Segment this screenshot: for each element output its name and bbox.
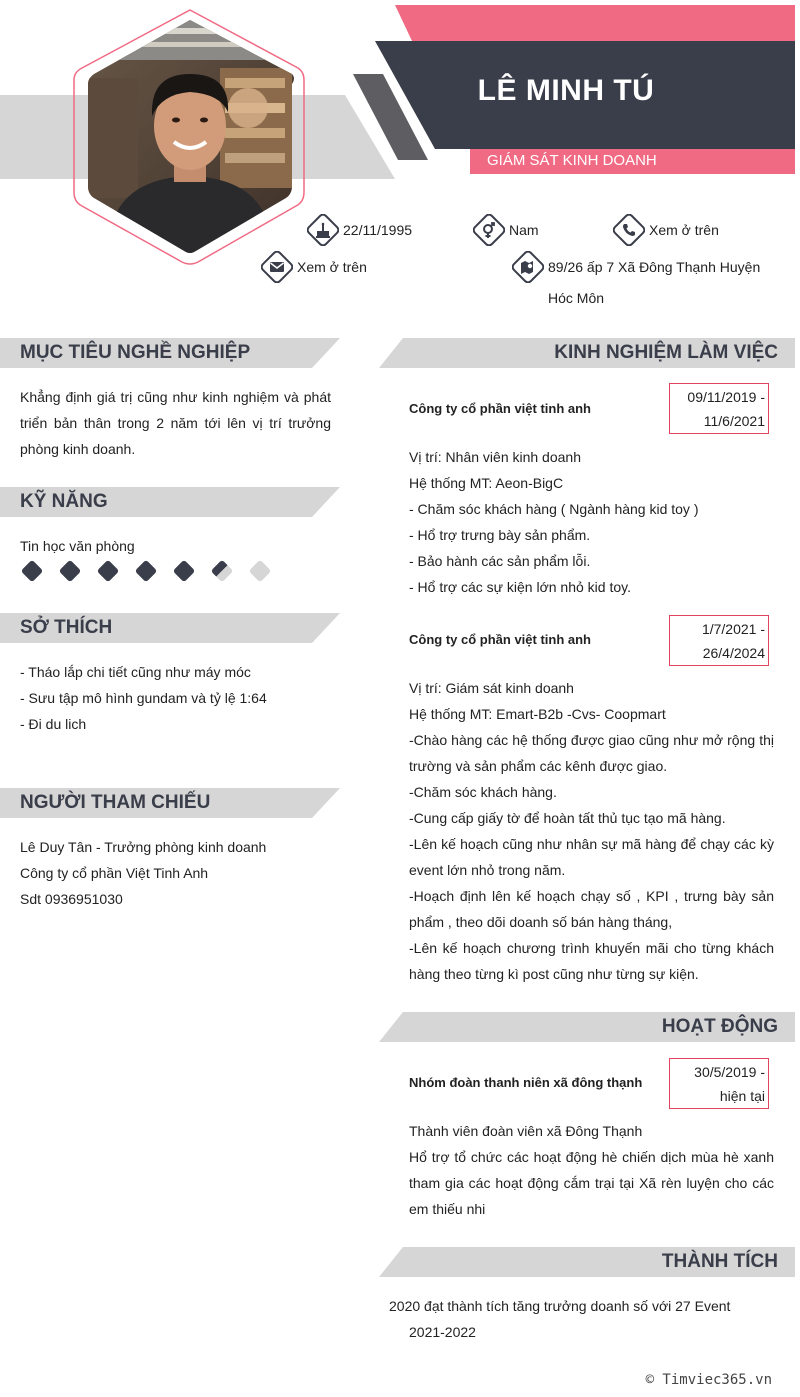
watermark: © Timviec365.vn bbox=[645, 1372, 772, 1388]
map-location-icon bbox=[512, 251, 544, 283]
contact-email bbox=[261, 251, 367, 283]
skills-title: KỸ NĂNG bbox=[20, 491, 108, 512]
activity-line: Thành viên đoàn viên xã Đông Thạnh bbox=[409, 1123, 643, 1139]
reference-line: Lê Duy Tân - Trưởng phòng kinh doanh bbox=[20, 839, 267, 855]
skill-dot bbox=[173, 560, 196, 583]
address-line2: Hóc Môn bbox=[548, 290, 605, 306]
job-description bbox=[409, 675, 774, 987]
job-line: Vị trí: Giám sát kinh doanh bbox=[409, 680, 574, 696]
job-line: -Lên kế hoạch cũng như nhân sự mã hàng để chạy các kỳ event lớn nhỏ trong năm. bbox=[409, 836, 774, 878]
job-company: Công ty cổ phần việt tinh anh bbox=[409, 632, 591, 647]
activity-org: Nhóm đoàn thanh niên xã đông thạnh bbox=[409, 1075, 643, 1090]
job-date-end: 11/6/2021 bbox=[703, 413, 765, 429]
skill-name: Tin học văn phòng bbox=[20, 538, 135, 554]
references-title: NGƯỜI THAM CHIẾU bbox=[20, 792, 211, 813]
job-line: Vị trí: Nhân viên kinh doanh bbox=[409, 449, 581, 465]
activity-date-range bbox=[669, 1058, 769, 1109]
gender-value: Nam bbox=[509, 222, 539, 238]
job-date-start: 1/7/2021 - bbox=[701, 621, 765, 637]
birthday-value: 22/11/1995 bbox=[343, 222, 413, 238]
job-date-range bbox=[669, 615, 769, 666]
header-pink-stripe bbox=[395, 5, 795, 41]
activity-line: Hổ trợ tổ chức các hoạt động hè chiến dịch mùa hè xanh tham gia các hoạt động cắm trại tại Xã rèn luyện cho các em thiếu nhi bbox=[409, 1149, 774, 1217]
job-line: - Bảo hành các sản phẩm lỗi. bbox=[409, 553, 591, 569]
hobby-item: - Sưu tập mô hình gundam và tỷ lệ 1:64 bbox=[20, 690, 267, 706]
job-line: - Hổ trợ trưng bày sản phẩm. bbox=[409, 527, 591, 543]
activity-description bbox=[409, 1118, 774, 1222]
skill-rating bbox=[20, 563, 286, 579]
skill-dot bbox=[21, 560, 44, 583]
activities-title: HOẠT ĐỘNG bbox=[661, 1016, 778, 1037]
hobbies-title: SỞ THÍCH bbox=[20, 617, 113, 638]
achievements-title: THÀNH TÍCH bbox=[661, 1251, 778, 1272]
job-line: - Chăm sóc khách hàng ( Ngành hàng kid toy ) bbox=[409, 501, 699, 517]
profile-photo bbox=[70, 8, 310, 266]
phone-icon bbox=[613, 214, 645, 246]
contact-address bbox=[512, 251, 760, 283]
contact-phone bbox=[613, 214, 719, 246]
career-goal-title: MỤC TIÊU NGHỀ NGHIỆP bbox=[20, 342, 251, 363]
contact-gender bbox=[473, 214, 539, 246]
birthday-cake-icon bbox=[307, 214, 339, 246]
achievement-text: 2020 đạt thành tích tăng trưởng doanh số với 27 Event 2021-2022 bbox=[389, 1298, 731, 1340]
email-icon bbox=[261, 251, 293, 283]
reference-line: Sdt 0936951030 bbox=[20, 891, 123, 907]
job-company: Công ty cổ phần việt tinh anh bbox=[409, 401, 591, 416]
hobby-item: - Tháo lắp chi tiết cũng như máy móc bbox=[20, 664, 251, 680]
skill-dot bbox=[249, 560, 272, 583]
activity-date-start: 30/5/2019 - bbox=[694, 1064, 765, 1080]
email-value: Xem ở trên bbox=[297, 259, 367, 275]
skill-dot bbox=[135, 560, 158, 583]
job-line: Hệ thống MT: Aeon-BigC bbox=[409, 475, 564, 491]
skill-dot bbox=[97, 560, 120, 583]
phone-value: Xem ở trên bbox=[649, 222, 719, 238]
job-line: -Lên kế hoạch chương trình khuyến mãi cho từng khách hàng theo từng kì post cũng như từng sự kiện. bbox=[409, 940, 774, 982]
skill-dot bbox=[59, 560, 82, 583]
address-line1: 89/26 ấp 7 Xã Đông Thạnh Huyện bbox=[548, 259, 761, 275]
experience-title: KINH NGHIỆM LÀM VIỆC bbox=[554, 342, 778, 363]
reference-line: Công ty cổ phần Việt Tinh Anh bbox=[20, 865, 209, 881]
job-date-range bbox=[669, 383, 769, 434]
skill-dot bbox=[211, 560, 234, 583]
job-line: -Hoạch định lên kế hoạch chạy số , KPI , trưng bày sản phẩm , theo dõi doanh số bán hàng tháng, bbox=[409, 888, 774, 930]
career-goal-text: Khẳng định giá trị cũng như kinh nghiệm và phát triển bản thân trong 2 năm tới lên vị trí trưởng phòng kinh doanh. bbox=[20, 389, 331, 457]
job-description bbox=[409, 444, 774, 600]
activity-date-end: hiện tại bbox=[719, 1088, 765, 1104]
contact-birthday bbox=[307, 214, 412, 246]
hobby-item: - Đi du lich bbox=[20, 716, 87, 732]
job-title: GIÁM SÁT KINH DOANH bbox=[487, 152, 657, 169]
job-date-end: 26/4/2024 bbox=[702, 645, 765, 661]
job-line: -Chào hàng các hệ thống được giao cũng như mở rộng thị trường và sản phẩm các kênh được giao. bbox=[409, 732, 774, 774]
job-line: Hệ thống MT: Emart-B2b -Cvs- Coopmart bbox=[409, 706, 666, 722]
job-date-start: 09/11/2019 - bbox=[687, 389, 765, 405]
candidate-name: LÊ MINH TÚ bbox=[477, 74, 655, 107]
job-line: -Chăm sóc khách hàng. bbox=[409, 784, 557, 800]
job-line: - Hổ trợ các sự kiện lớn nhỏ kid toy. bbox=[409, 579, 631, 595]
gender-icon bbox=[473, 214, 505, 246]
job-line: -Cung cấp giấy tờ để hoàn tất thủ tục tạo mã hàng. bbox=[409, 810, 726, 826]
